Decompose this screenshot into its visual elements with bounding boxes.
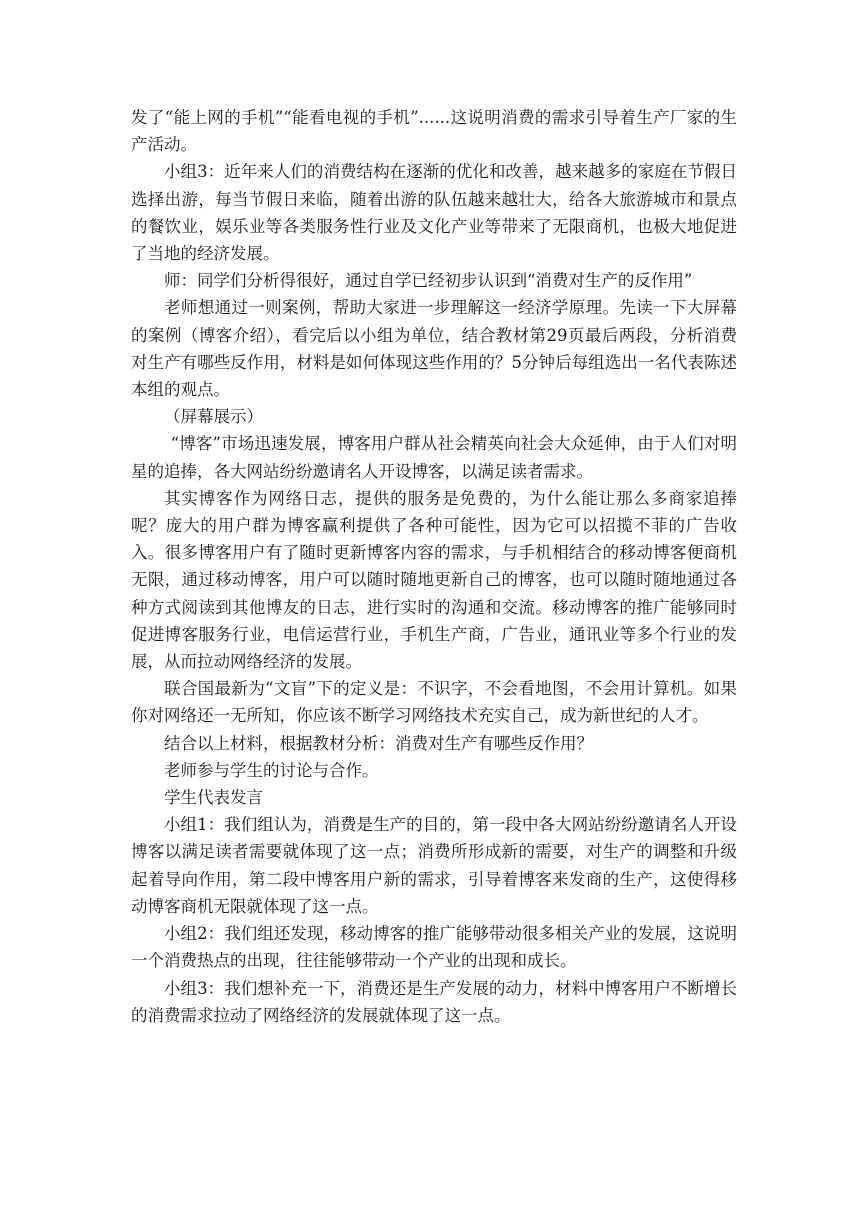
paragraph-teacher-comment: 师：同学们分析得很好，通过自学已经初步认识到“消费对生产的反作用” [164, 271, 693, 291]
paragraph-blog-case-2: 其实博客作为网络日志，提供的服务是免费的，为什么能让那么多商家追捧呢？庞大的用户群为博客赢利提供了各种可能性，因为它可以招揽不菲的广告收入。很多博客用户有了随时更新博客内容的需求，与手机相结合的移动博客便商机无限，通过移动博客，用户可以随时随地更新自己的博客，也可以随时随地通过各种方式阅读到其他博友的日志，进行实时的沟通和交流。移动博客的推广能够同时促进博客服务行业，电信运营行业，手机生产商，广告业，通讯业等多个行业的发展，从而拉动网络经济的发展。 [131, 488, 737, 672]
paragraph-group2: 小组2：我们组还发现，移动博客的推广能够带动很多相关产业的发展，这说明一个消费热点的出现，往往能够带动一个产业的出现和成长。 [131, 924, 737, 971]
paragraph-student-speech: 学生代表发言 [164, 788, 263, 808]
paragraph-group3-intro: 小组3：近年来人们的消费结构在逐渐的优化和改善，越来越多的家庭在节假日选择出游，每当节假日来临，随着出游的队伍越来越壮大，给各大旅游城市和景点的餐饮业，娱乐业等各类服务性行业及文化产业等带来了无限商机，也极大地促进了当地的经济发展。 [131, 162, 737, 264]
paragraph-teacher-task: 老师想通过一则案例，帮助大家进一步理解这一经济学原理。先读一下大屏幕的案例（博客介绍），看完后以小组为单位，结合教材第29页最后两段，分析消费对生产有哪些反作用，材料是如何体现这些作用的？5分钟后每组选出一名代表陈述本组的观点。 [131, 298, 737, 400]
paragraph-continuation: 发了“能上网的手机”“能看电视的手机”......这说明消费的需求引导着生产厂家的生产活动。 [131, 108, 737, 155]
paragraph-group1: 小组1：我们组认为，消费是生产的目的，第一段中各大网站纷纷邀请名人开设博客以满足读者需要就体现了这一点；消费所形成新的需要，对生产的调整和升级起着导向作用，第二段中博客用户新的需求，引导着博客来发商的生产，这使得移动博客商机无限就体现了这一点。 [131, 815, 737, 916]
paragraph-blog-case-3: 联合国最新为“文盲”下的定义是：不识字，不会看地图，不会用计算机。如果你对网络还一无所知，你应该不断学习网络技术充实自己，成为新世纪的人才。 [131, 679, 737, 726]
paragraph-screen-display: （屏幕展示） [164, 407, 263, 427]
paragraph-group3: 小组3：我们想补充一下，消费还是生产发展的动力，材料中博客用户不断增长的消费需求拉动了网络经济的发展就体现了这一点。 [131, 978, 737, 1025]
paragraph-question: 结合以上材料，根据教材分析：消费对生产有哪些反作用？ [164, 733, 593, 753]
paragraph-teacher-participation: 老师参与学生的讨论与合作。 [164, 760, 379, 780]
document-body [131, 104, 737, 1029]
paragraph-blog-case-1: “博客”市场迅速发展，博客用户群从社会精英向社会大众延伸，由于人们对明星的追捧，各大网站纷纷邀请名人开设博客，以满足读者需求。 [131, 434, 737, 481]
